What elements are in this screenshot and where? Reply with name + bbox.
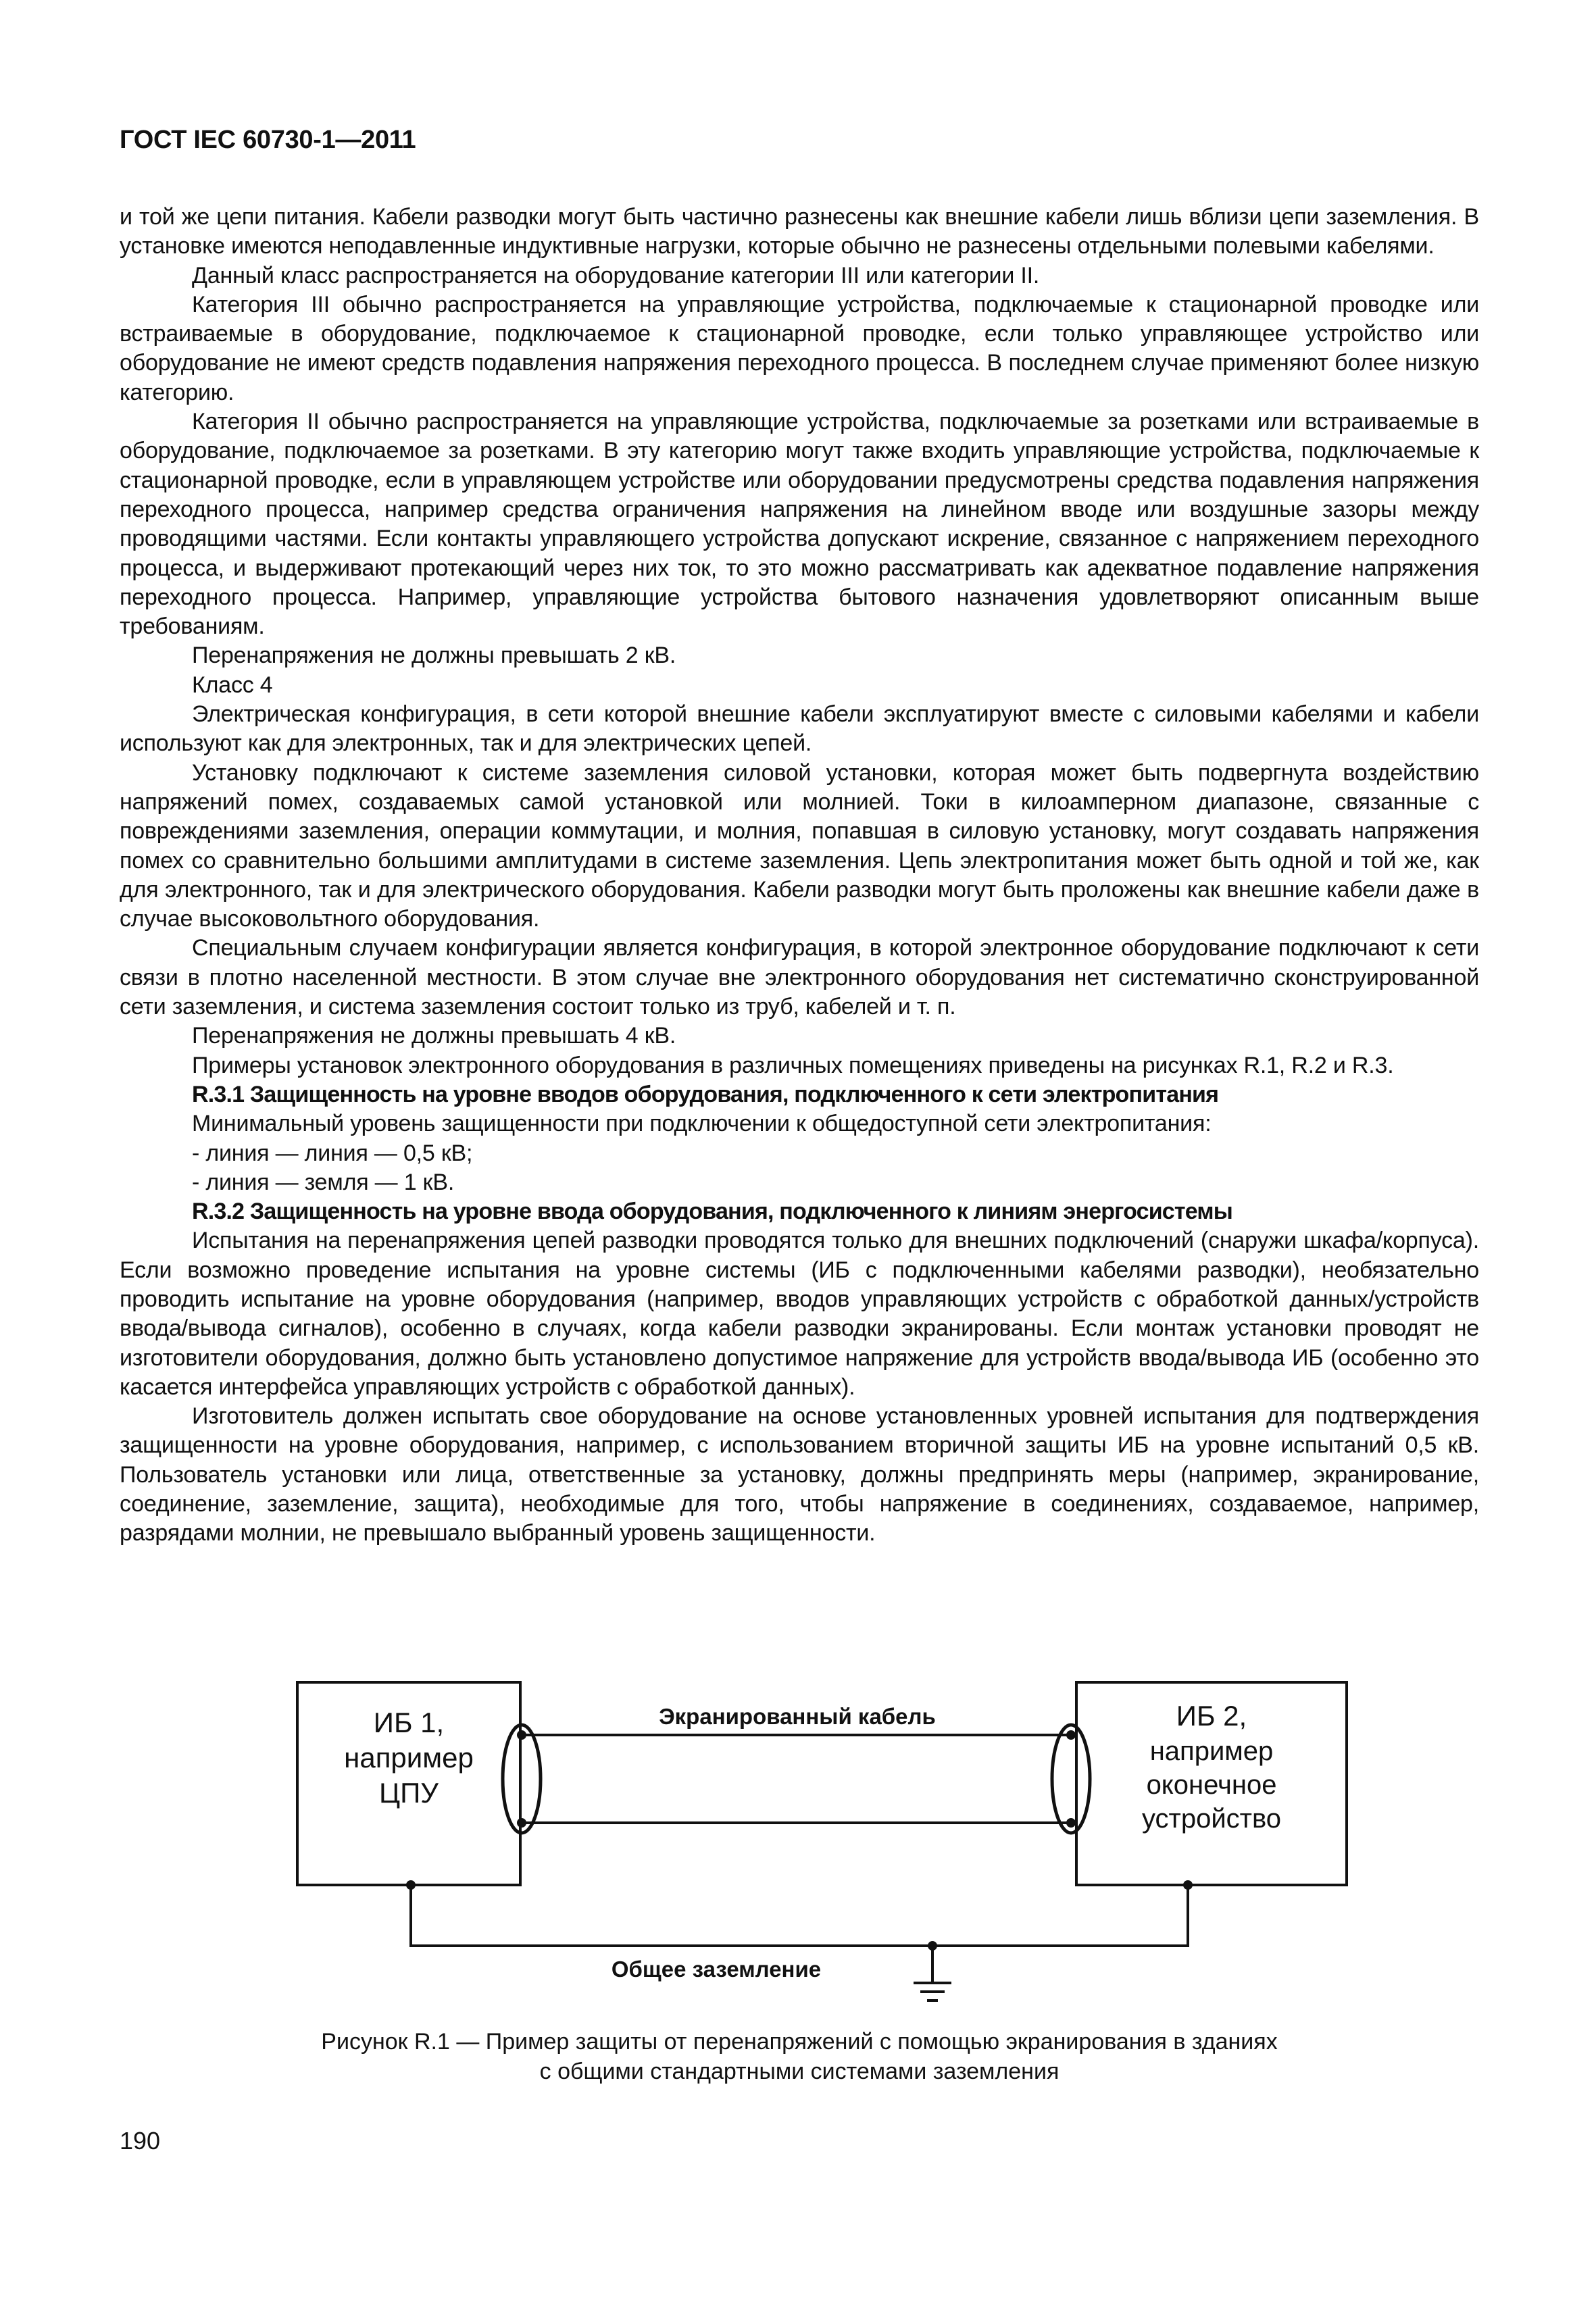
device-right-label-line: например: [1149, 1736, 1274, 1766]
device-left-label-line: например: [344, 1742, 474, 1774]
paragraph: Испытания на перенапряжения цепей разводки проводятся только для внешних подключений (снаружи шкафа/корпуса). Если возможно проведение испытания на уровне системы (ИБ с подключенными кабелями разводки), необязательно проводить испытание на уровне оборудования (например, вводов управляющих устройств с обработкой данных/устройств ввода/вывода сигналов), особенно в случаях, когда кабели разводки экранированы. Если монтаж установки проводят не изготовители оборудования, должно быть установлено допустимое напряжение для устройств ввода/вывода ИБ (особенно это касается интерфейса управляющих устройств с обработкой данных).: [120, 1228, 1479, 1400]
document-header: ГОСТ IEC 60730-1—2011: [120, 126, 416, 154]
device-right-label-line: оконечное: [1146, 1770, 1277, 1800]
caption-line: с общими стандартными системами заземления: [539, 2059, 1059, 2084]
paragraph: Данный класс распространяется на оборудование категории III или категории II.: [192, 262, 1040, 288]
device-left-label-line: ИБ 1,: [373, 1707, 445, 1738]
list-item: - линия — линия — 0,5 кВ;: [192, 1140, 473, 1166]
paragraph: и той же цепи питания. Кабели разводки могут быть частично разнесены как внешние кабели лишь вблизи цепи заземления. В установке имеются неподавленные индуктивные нагрузки, которые обычно не разнесены отдельными полевыми кабелями.: [120, 204, 1479, 259]
ground-wire: [411, 1885, 1188, 1946]
paragraph: Перенапряжения не должны превышать 2 кВ.: [192, 643, 676, 669]
figure-r1: [291, 1676, 1351, 2013]
ground-icon: [914, 1946, 951, 2001]
page-number: 190: [120, 2127, 161, 2155]
paragraph: Изготовитель должен испытать свое оборудование на основе установленных уровней испытания для подтверждения защищенности на уровне оборудования, например, с использованием вторичной защиты ИБ на уровне испытаний 0,5 кВ. Пользователь установки или лица, ответственные за установку, должны предпринять меры (например, экранирование, соединение, заземление, защита), необходимые для того, чтобы напряжение в соединениях, создаваемое, например, разрядами молнии, не превышало выбранный уровень защищенности.: [120, 1403, 1479, 1546]
ground-label: Общее заземление: [611, 1957, 822, 1982]
section-heading: R.3.1 Защищенность на уровне вводов оборудования, подключенного к сети электропитания: [192, 1081, 1219, 1107]
paragraph: Перенапряжения не должны превышать 4 кВ.: [192, 1023, 676, 1049]
paragraph: Минимальный уровень защищенности при подключении к общедоступной сети электропитания:: [192, 1111, 1212, 1137]
list-item: - линия — земля — 1 кВ.: [192, 1169, 455, 1195]
caption-line: Рисунок R.1 — Пример защиты от перенапряжений с помощью экранирования в зданиях: [321, 2029, 1278, 2055]
paragraph: Установку подключают к системе заземления силовой установки, которая может быть подвергнута воздействию напряжений помех, создаваемых самой установкой или молнией. Токи в килоамперном диапазоне, связанные с повреждениями заземления, операции коммутации, и молния, попавшая в силовую установку, могут создавать напряжения помех со сравнительно большими амплитудами в системе заземления. Цепь электропитания может быть одной и той же, как для электронного, так и для электрического оборудования. Кабели разводки могут быть проложены как внешние кабели даже в случае высоковольтного оборудования.: [120, 759, 1479, 932]
device-left-label-line: ЦПУ: [379, 1777, 439, 1809]
paragraph: Категория II обычно распространяется на управляющие устройства, подключаемые за розетками или встраиваемые в оборудование, подключаемое за розетками. В эту категорию могут также входить управляющие устройства, подключаемые к стационарной проводке, если в управляющем устройстве или оборудовании предусмотрены средства подавления напряжения переходного процесса, например средства ограничения напряжения на линейном вводе или воздушные зазоры между проводящими частями. Если контакты управляющего устройства допускают искрение, связанное с напряжением переходного процесса, и выдерживают протекающий через них ток, то это можно рассматривать как адекватное подавление напряжения переходного процесса. Например, управляющие устройства бытового назначения удовлетворяют описанным выше требованиям.: [120, 409, 1479, 640]
device-right-label-line: ИБ 2,: [1176, 1700, 1247, 1732]
section-heading: R.3.2 Защищенность на уровне ввода оборудования, подключенного к линиям энергосистемы: [192, 1199, 1233, 1225]
paragraph: Специальным случаем конфигурации является конфигурация, в которой электронное оборудование подключают к сети связи в плотно населенной местности. В этом случае вне электронного оборудования нет систематично сконструированной сети заземления, и система заземления состоит только из труб, кабелей и т. п.: [120, 935, 1479, 1020]
figure-caption: [120, 2027, 1479, 2086]
body-text: [120, 203, 1479, 1549]
paragraph: Электрическая конфигурация, в сети которой внешние кабели эксплуатируют вместе с силовыми кабелями и кабели используют как для электронных, так и для электрических цепей.: [120, 701, 1479, 757]
device-right-label-line: устройство: [1141, 1804, 1282, 1834]
paragraph: Примеры установок электронного оборудования в различных помещениях приведены на рисунках R.1, R.2 и R.3.: [192, 1052, 1394, 1078]
paragraph: Категория III обычно распространяется на управляющие устройства, подключаемые к стационарной проводке или встраиваемые в оборудование, подключаемое к стационарной проводке, если только управляющее устройство или оборудование не имеют средств подавления напряжения переходного процесса. В последнем случае применяют более низкую категорию.: [120, 291, 1479, 405]
paragraph: Класс 4: [192, 672, 273, 698]
cable-label: Экранированный кабель: [659, 1704, 936, 1729]
shield-right-symbol: [1052, 1725, 1090, 1833]
shielded-cable-diagram: [291, 1676, 1351, 2013]
